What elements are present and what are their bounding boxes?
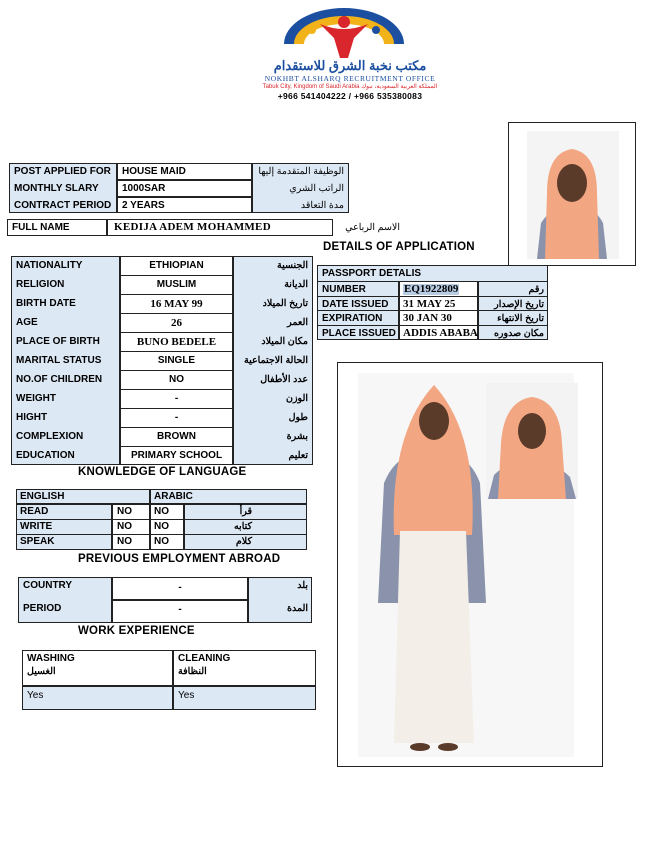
washing-label-ar: الغسيل [27, 666, 56, 677]
details-row-divider [120, 389, 233, 390]
passport-title: PASSPORT DETALIS [322, 268, 422, 279]
language-label-ar: قرأ [239, 506, 252, 517]
post-label-ar: الوظيفة المتقدمة إليها [258, 166, 344, 177]
washing-label: WASHING [27, 653, 75, 664]
details-label-ar: طول [288, 411, 308, 423]
salary-value: 1000SAR [122, 183, 166, 194]
details-value: - [174, 411, 179, 423]
passport-row-divider [317, 310, 548, 311]
language-label-ar: كتابه [233, 521, 252, 532]
company-location: Tabuk City, Kingdom of Saudi Arabia المملكة العربية السعودية، تبوك [262, 84, 438, 90]
company-name-ar: مكتب نخبة الشرق للاستقدام [273, 58, 427, 73]
portrait-photo [509, 123, 635, 265]
details-row-divider [120, 370, 233, 371]
passport-label: EXPIRATION [322, 313, 383, 324]
language-row-divider [16, 534, 307, 535]
details-row-divider [120, 351, 233, 352]
passport-value: EQ1922809 [404, 283, 459, 295]
lang-col-arabic: ARABIC [154, 491, 193, 502]
language-english-value: NO [117, 521, 132, 532]
language-arabic-value: NO [154, 506, 169, 517]
details-label: NO.OF CHILDREN [16, 373, 103, 385]
passport-label: DATE ISSUED [322, 299, 389, 310]
contract-label-ar: مدة التعاقد [300, 200, 344, 211]
language-label: READ [20, 506, 49, 517]
details-row-divider [120, 427, 233, 428]
salary-label: MONTHLY SLARY [14, 183, 99, 194]
details-label-ar: تعليم [288, 449, 308, 461]
details-value: 16 MAY 99 [150, 297, 203, 310]
details-label-ar: بشرة [286, 430, 308, 442]
contract-value: 2 YEARS [122, 200, 165, 211]
details-label-ar: العمر [287, 316, 308, 328]
period-label: PERIOD [23, 603, 62, 614]
details-row-divider [120, 332, 233, 333]
details-label-ar: الجنسية [277, 259, 308, 271]
details-label: AGE [16, 316, 38, 328]
post-value: HOUSE MAID [122, 166, 186, 177]
language-label: SPEAK [20, 536, 55, 547]
passport-value: 30 JAN 30 [403, 312, 452, 324]
washing-value: Yes [27, 690, 44, 701]
details-label-ar: عدد الأطفال [260, 373, 308, 385]
language-label: WRITE [20, 521, 53, 532]
passport-row-divider [317, 325, 548, 326]
details-label-ar: الديانة [284, 278, 308, 290]
details-heading: DETAILS OF APPLICATION [323, 241, 475, 253]
logo-icon [274, 4, 414, 62]
work-heading: WORK EXPERIENCE [78, 625, 195, 637]
language-arabic-value: NO [154, 536, 169, 547]
passport-label: NUMBER [322, 284, 366, 295]
details-label: EDUCATION [16, 449, 75, 461]
details-label: NATIONALITY [16, 259, 83, 271]
country-value: - [178, 582, 182, 593]
details-label: RELIGION [16, 278, 65, 290]
language-english-value: NO [117, 536, 132, 547]
language-arabic-value: NO [154, 521, 169, 532]
details-value: BROWN [157, 430, 196, 442]
details-label-ar: الوزن [285, 392, 308, 404]
country-label-ar: بلد [297, 580, 308, 591]
full-name-label-ar: الاسم الرباعي [345, 222, 400, 233]
passport-value: 31 MAY 25 [403, 298, 456, 310]
company-phone: +966 541404222 / +966 535380083 [277, 91, 423, 101]
details-label-ar: الحالة الاجتماعية [244, 354, 308, 366]
details-value: MUSLIM [156, 278, 197, 290]
details-label-ar: تاريخ الميلاد [262, 297, 308, 309]
details-label: MARITAL STATUS [16, 354, 102, 366]
details-value: NO [169, 373, 184, 385]
passport-label-ar: تاريخ الانتهاء [497, 313, 544, 324]
employment-heading: PREVIOUS EMPLOYMENT ABROAD [78, 553, 281, 565]
passport-label-ar: رقم [528, 284, 544, 295]
details-value: ETHIOPIAN [149, 259, 204, 271]
country-label: COUNTRY [23, 580, 73, 591]
details-label: BIRTH DATE [16, 297, 76, 309]
company-header [210, 4, 490, 100]
language-label-ar: كلام [235, 536, 252, 547]
salary-label-ar: الراتب الشري [289, 183, 344, 194]
cleaning-label-ar: النظافة [178, 666, 207, 677]
language-english-value: NO [117, 506, 132, 517]
portrait-frame [508, 122, 636, 266]
period-label-ar: المدة [287, 603, 308, 614]
full-name-value: KEDIJA ADEM MOHAMMED [114, 221, 271, 233]
lang-col-english: ENGLISH [20, 491, 65, 502]
details-row-divider [120, 446, 233, 447]
language-heading: KNOWLEDGE OF LANGUAGE [78, 466, 247, 478]
cleaning-value: Yes [178, 690, 195, 701]
passport-label-ar: مكان صدوره [493, 328, 544, 339]
details-label: HIGHT [16, 411, 48, 423]
period-value: - [178, 604, 182, 615]
contract-label: CONTRACT PERIOD [14, 200, 112, 211]
full-body-photo [338, 363, 602, 766]
details-label: PLACE OF BIRTH [16, 335, 100, 347]
details-label-ar: مكان الميلاد [261, 335, 308, 347]
passport-row-divider [317, 296, 548, 297]
full-name-label: FULL NAME [12, 222, 70, 233]
cleaning-label: CLEANING [178, 653, 231, 664]
details-label: WEIGHT [16, 392, 56, 404]
passport-label-ar: تاريخ الإصدار [494, 299, 544, 310]
post-label: POST APPLIED FOR [14, 166, 111, 177]
details-value: 26 [171, 316, 182, 329]
details-value: - [174, 392, 179, 404]
passport-label: PLACE ISSUED [322, 328, 396, 339]
details-value: PRIMARY SCHOOL [130, 449, 223, 461]
company-name-en: NOKHBT ALSHARQ RECRUITMENT OFFICE [264, 74, 436, 83]
details-row-divider [120, 294, 233, 295]
details-row-divider [120, 313, 233, 314]
passport-value: ADDIS ABABA [403, 327, 478, 339]
language-row-divider [16, 519, 307, 520]
details-value: SINGLE [157, 354, 196, 366]
details-value: BUNO BEDELE [136, 335, 217, 348]
full-photo-frame [337, 362, 603, 767]
details-label: COMPLEXION [16, 430, 84, 442]
details-row-divider [120, 408, 233, 409]
details-row-divider [120, 275, 233, 276]
